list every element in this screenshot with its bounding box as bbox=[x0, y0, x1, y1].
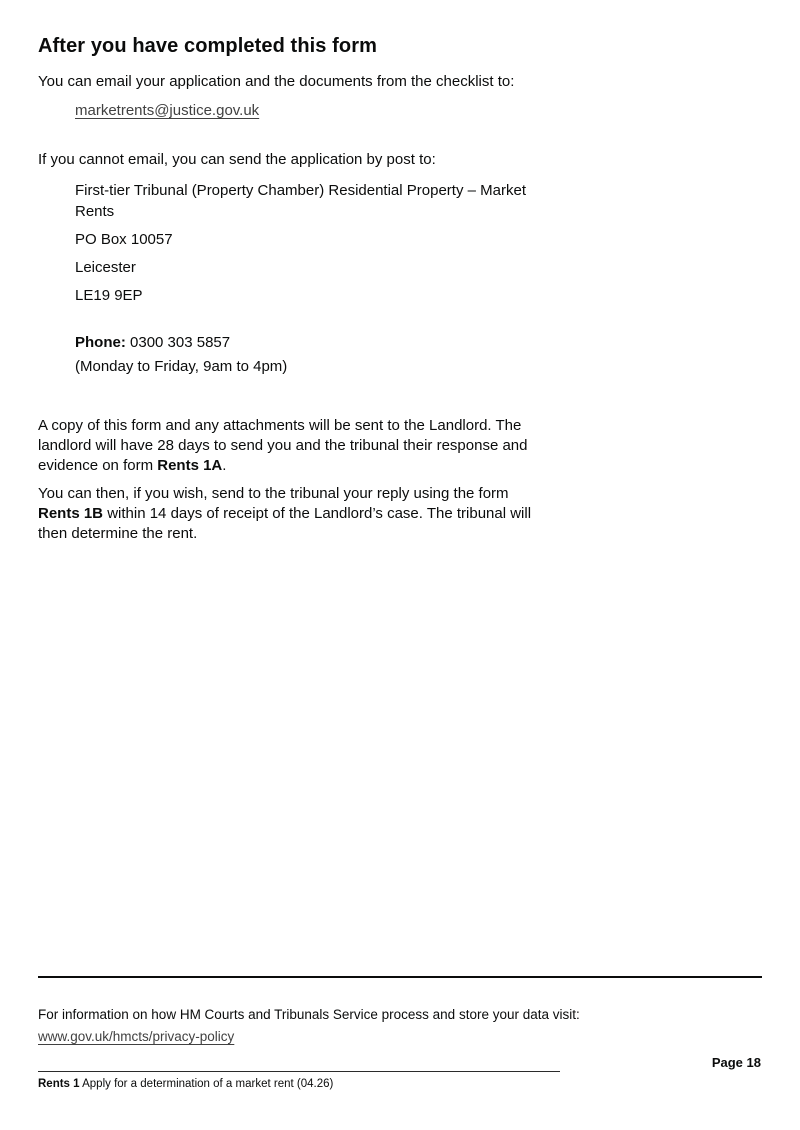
postal-address bbox=[75, 180, 527, 306]
form-id: Rents 1 bbox=[38, 1078, 80, 1090]
address-line-po-box: PO Box 10057 bbox=[75, 231, 173, 248]
address-line-city: Leicester bbox=[75, 259, 136, 276]
paragraph-copy-sent-end: . bbox=[222, 457, 227, 474]
phone-row bbox=[75, 332, 762, 354]
privacy-link-row bbox=[38, 1028, 234, 1046]
form-footer bbox=[38, 1077, 333, 1092]
email-link-row bbox=[75, 101, 762, 121]
email-link[interactable]: marketrents@justice.gov.uk bbox=[75, 102, 260, 119]
address-line-tribunal: First-tier Tribunal (Property Chamber) Residential Property – Market Rents bbox=[75, 182, 526, 220]
main-content bbox=[38, 34, 762, 544]
footer-divider bbox=[38, 976, 762, 978]
paragraph-copy-sent-text: A copy of this form and any attachments will be sent to the Landlord. The landlord will have 28 days to send you and the tribunal their response and evidence on form bbox=[38, 417, 528, 474]
form-ref-rents-1a: Rents 1A bbox=[157, 457, 223, 474]
paragraph-reply-text: You can then, if you wish, send to the tribunal your reply using the form bbox=[38, 485, 509, 502]
paragraph-copy-sent bbox=[38, 416, 546, 476]
address-line-postcode: LE19 9EP bbox=[75, 287, 143, 304]
form-ref-rents-1b: Rents 1B bbox=[38, 505, 104, 522]
page-number: Page 18 bbox=[711, 1055, 761, 1070]
privacy-policy-link[interactable]: www.gov.uk/hmcts/privacy-policy bbox=[38, 1029, 235, 1044]
phone-hours: (Monday to Friday, 9am to 4pm) bbox=[75, 358, 288, 375]
email-instruction-text: You can email your application and the documents from the checklist to: bbox=[38, 73, 515, 90]
paragraph-reply-end: within 14 days of receipt of the Landlord’s case. The tribunal will then determine the rent. bbox=[38, 505, 532, 542]
footer-thin-divider bbox=[38, 1071, 560, 1072]
post-instruction-text: If you cannot email, you can send the application by post to: bbox=[38, 151, 436, 168]
form-title: Apply for a determination of a market rent (04.26) bbox=[79, 1078, 334, 1090]
phone-number: 0300 303 5857 bbox=[130, 334, 231, 351]
paragraph-reply bbox=[38, 484, 546, 544]
page-title: After you have completed this form bbox=[38, 35, 378, 57]
privacy-intro-text: For information on how HM Courts and Tribunals Service process and store your data visit: bbox=[38, 1007, 580, 1022]
phone-label: Phone: bbox=[75, 334, 126, 351]
